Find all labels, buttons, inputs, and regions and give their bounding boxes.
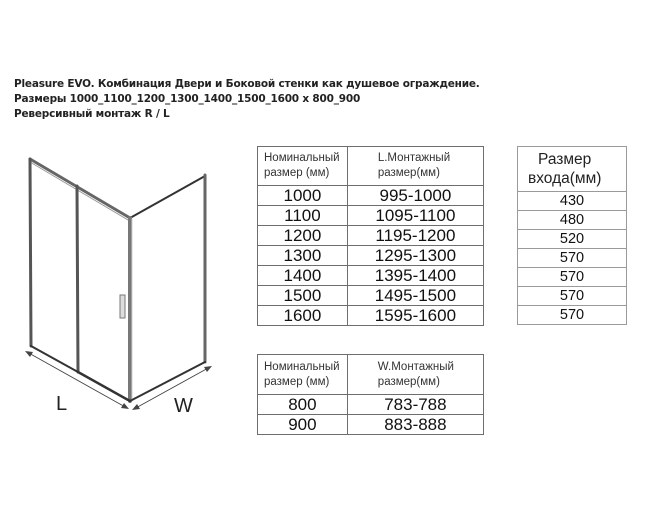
width-size-table [257, 354, 484, 435]
header-nominal-size: Номинальный размер (мм) [258, 355, 348, 395]
mount-cell: 1295-1300 [347, 246, 483, 266]
title-line-product: Pleasure EVO. Комбинация Двери и Боковой стенки как душевое ограждение. [14, 78, 480, 90]
table-row [258, 206, 484, 226]
nominal-cell: 900 [258, 415, 348, 435]
header-w-mounting-size: W.Монтажный размер(мм) [347, 355, 483, 395]
table-row [518, 192, 627, 211]
entry-size-table [517, 146, 627, 325]
mount-cell: 1195-1200 [347, 226, 483, 246]
mount-cell: 783-788 [347, 395, 483, 415]
length-size-table [257, 146, 484, 326]
entry-cell: 570 [518, 287, 627, 306]
nominal-cell: 1000 [258, 186, 348, 206]
header-l-mounting-size: L.Монтажный размер(мм) [347, 147, 483, 186]
nominal-cell: 1500 [258, 286, 348, 306]
table-row [518, 211, 627, 230]
entry-cell: 520 [518, 230, 627, 249]
mount-cell: 995-1000 [347, 186, 483, 206]
table-row [258, 186, 484, 206]
nominal-cell: 1300 [258, 246, 348, 266]
table-row [258, 226, 484, 246]
table-row [258, 395, 484, 415]
table-header-row [518, 147, 627, 192]
table-row [518, 306, 627, 325]
width-label: W [174, 395, 193, 417]
nominal-cell: 1400 [258, 266, 348, 286]
table-row [518, 249, 627, 268]
header-entry-size: Размер входа(мм) [518, 147, 627, 192]
mount-cell: 1495-1500 [347, 286, 483, 306]
table-row [258, 306, 484, 326]
table-row [258, 415, 484, 435]
table-row [258, 246, 484, 266]
table-row [518, 268, 627, 287]
entry-cell: 570 [518, 268, 627, 287]
entry-cell: 430 [518, 192, 627, 211]
table-row [518, 230, 627, 249]
title-line-sizes: Размеры 1000_1100_1200_1300_1400_1500_1600 x 800_900 [14, 93, 361, 105]
nominal-cell: 1600 [258, 306, 348, 326]
table-row [518, 287, 627, 306]
mount-cell: 1595-1600 [347, 306, 483, 326]
shower-enclosure-diagram-icon [0, 0, 240, 440]
header-nominal-size: Номинальный размер (мм) [258, 147, 348, 186]
mount-cell: 883-888 [347, 415, 483, 435]
entry-cell: 480 [518, 211, 627, 230]
mount-cell: 1095-1100 [347, 206, 483, 226]
entry-cell: 570 [518, 306, 627, 325]
title-line-mounting: Реверсивный монтаж R / L [14, 108, 170, 120]
table-header-row [258, 355, 484, 395]
table-row [258, 266, 484, 286]
nominal-cell: 1200 [258, 226, 348, 246]
entry-cell: 570 [518, 249, 627, 268]
mount-cell: 1395-1400 [347, 266, 483, 286]
nominal-cell: 1100 [258, 206, 348, 226]
length-label: L [56, 393, 68, 415]
nominal-cell: 800 [258, 395, 348, 415]
table-header-row [258, 147, 484, 186]
table-row [258, 286, 484, 306]
